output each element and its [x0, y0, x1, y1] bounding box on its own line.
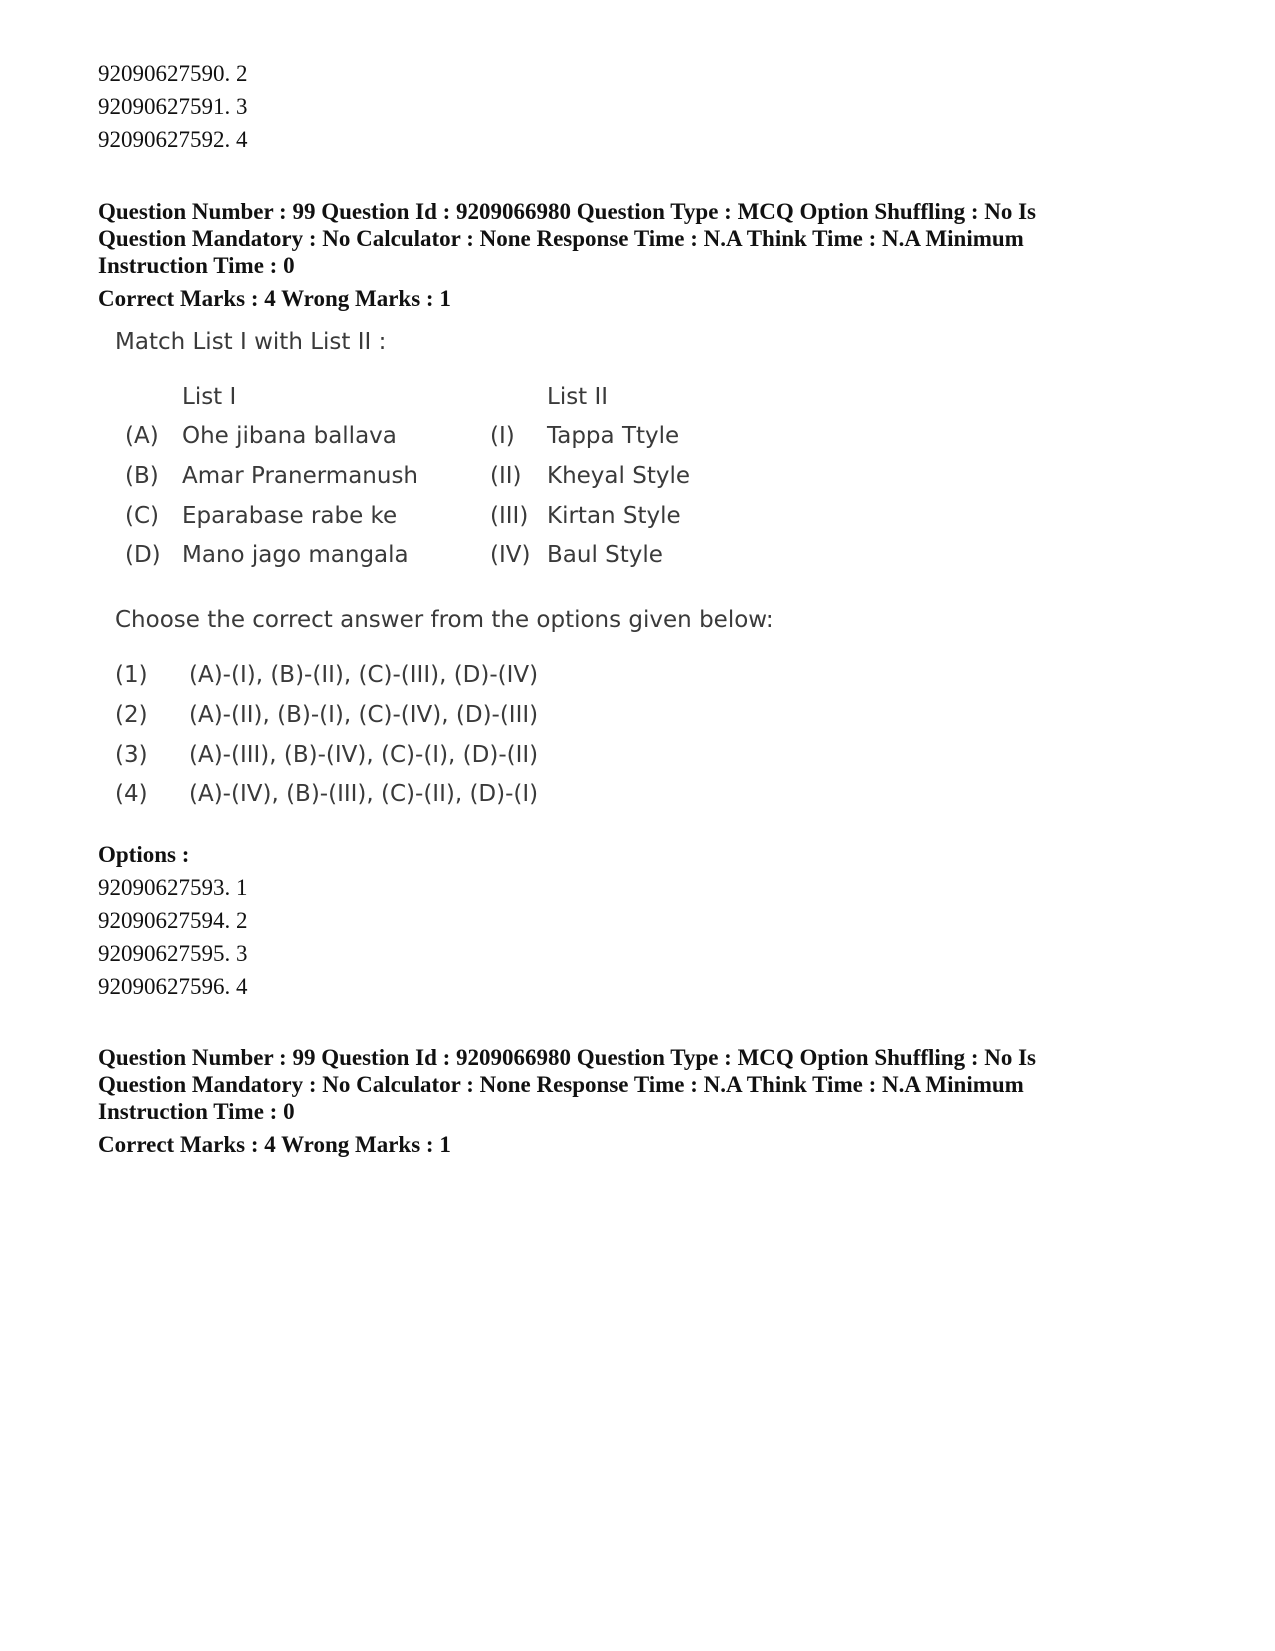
choice-number: (4) — [115, 781, 148, 807]
list1-item: Amar Pranermanush — [182, 463, 419, 489]
list2-label: (IV) — [490, 542, 531, 568]
list2-item: Kheyal Style — [547, 463, 690, 489]
question-header-line: Question Number : 99 Question Id : 9209066980 Question Type : MCQ Option Shuffling : No Is — [98, 199, 1037, 224]
prev-option-line: 92090627591. 3 — [98, 94, 248, 119]
options-label: Options : — [98, 842, 190, 867]
choice-text: (A)-(I), (B)-(II), (C)-(III), (D)-(IV) — [189, 662, 539, 688]
choice-number: (1) — [115, 662, 148, 688]
list1-label: (D) — [125, 542, 161, 568]
question-marks: Correct Marks : 4 Wrong Marks : 1 — [98, 1132, 451, 1157]
list1-item: Mano jago mangala — [182, 542, 409, 568]
list1-item: Ohe jibana ballava — [182, 423, 397, 449]
list2-header: List II — [547, 384, 609, 410]
question-header-line: Question Mandatory : No Calculator : None Response Time : N.A Think Time : N.A Minimum — [98, 1072, 1024, 1097]
choice-text: (A)-(III), (B)-(IV), (C)-(I), (D)-(II) — [189, 742, 539, 768]
question-header-line: Question Number : 99 Question Id : 9209066980 Question Type : MCQ Option Shuffling : No Is — [98, 1045, 1037, 1070]
list2-item: Tappa Ttyle — [547, 423, 680, 449]
choice-number: (3) — [115, 742, 148, 768]
question-header-line: Instruction Time : 0 — [98, 253, 295, 278]
list2-item: Kirtan Style — [547, 503, 681, 529]
prev-option-line: 92090627592. 4 — [98, 127, 248, 152]
list2-item: Baul Style — [547, 542, 663, 568]
option-line: 92090627594. 2 — [98, 908, 248, 933]
list1-label: (A) — [125, 423, 159, 449]
option-line: 92090627595. 3 — [98, 941, 248, 966]
choice-number: (2) — [115, 702, 148, 728]
list2-label: (II) — [490, 463, 522, 489]
question-prompt: Match List I with List II : — [115, 329, 387, 355]
choose-instruction: Choose the correct answer from the options given below: — [115, 607, 774, 633]
question-marks: Correct Marks : 4 Wrong Marks : 1 — [98, 286, 451, 311]
option-line: 92090627596. 4 — [98, 974, 248, 999]
list1-label: (B) — [125, 463, 159, 489]
choice-text: (A)-(II), (B)-(I), (C)-(IV), (D)-(III) — [189, 702, 539, 728]
question-header-line: Instruction Time : 0 — [98, 1099, 295, 1124]
list1-label: (C) — [125, 503, 160, 529]
list1-item: Eparabase rabe ke — [182, 503, 398, 529]
question-body — [98, 329, 774, 855]
list1-header: List I — [182, 384, 237, 410]
choice-text: (A)-(IV), (B)-(III), (C)-(II), (D)-(I) — [189, 781, 539, 807]
option-line: 92090627593. 1 — [98, 875, 248, 900]
list2-label: (III) — [490, 503, 529, 529]
prev-option-line: 92090627590. 2 — [98, 61, 248, 86]
question-header-line: Question Mandatory : No Calculator : None Response Time : N.A Think Time : N.A Minimum — [98, 226, 1024, 251]
list2-label: (I) — [490, 423, 515, 449]
